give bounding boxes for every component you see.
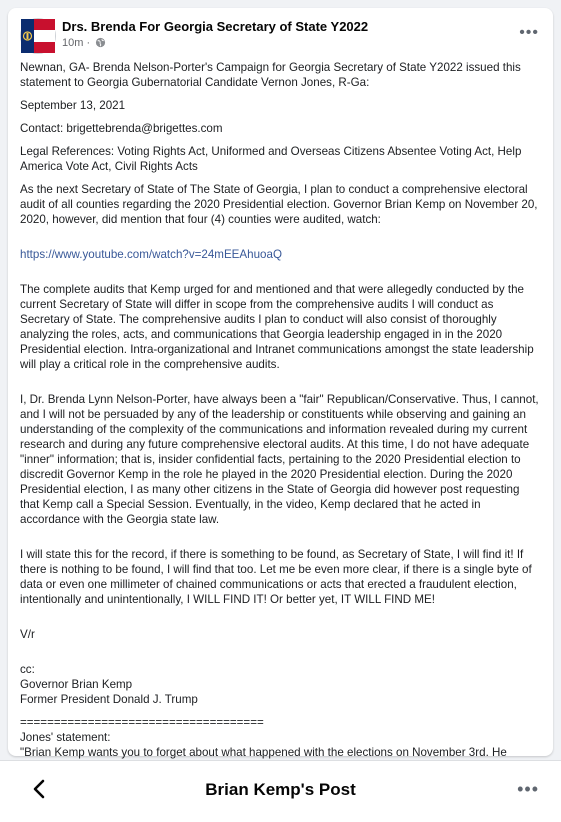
post-paragraph-4: I will state this for the record, if there is something to be found, as Secretary of State, I will find it! If there is nothing to be found, I will find that too. Let me be even more clear, if there is a single byte of data or even one millimeter of chained communications or acts that erected a fraudulent election, intentionally and unintentionally, I WILL FIND IT! Or better yet, IT WILL FIND ME!: [20, 548, 532, 606]
post-divider: ====================================: [20, 716, 264, 729]
post-cc-recipient-1: Governor Brian Kemp: [20, 678, 133, 691]
jones-statement-label: Jones' statement:: [20, 731, 111, 744]
bottom-navigation-bar: [0, 760, 561, 822]
youtube-link[interactable]: https://www.youtube.com/watch?v=24mEEAhuoaQ: [20, 248, 282, 261]
post-date: September 13, 2021: [20, 99, 126, 112]
post-intro: Newnan, GA- Brenda Nelson-Porter's Campaign for Georgia Secretary of State Y2022 issued this statement to Georgia Gubernatorial Candidate Vernon Jones, R-Ga:: [20, 61, 521, 89]
post-contact: Contact: brigettebrenda@brigettes.com: [20, 122, 223, 135]
bottom-more-button[interactable]: [517, 779, 539, 800]
post-legal: Legal References: Voting Rights Act, Uniformed and Overseas Citizens Absentee Voting Act, Help America Vote Act, Civil Rights Acts: [20, 145, 522, 173]
more-horizontal-icon: •••: [519, 24, 539, 41]
jones-statement-quote: "Brian Kemp wants you to forget about what happened with the elections on November 3rd. He: [20, 746, 507, 759]
post-timestamp[interactable]: 10m ·: [62, 37, 91, 49]
more-horizontal-icon: •••: [517, 779, 539, 799]
post-paragraph-1: As the next Secretary of State of The State of Georgia, I plan to conduct a comprehensive electoral audit of all counties regarding the 2020 Presidential election. Governor Brian Kemp on November 20, 2020, however, did mention that four (4) counties were audited, watch:: [20, 183, 538, 226]
post-header: [8, 8, 553, 54]
post-view-title: Brian Kemp's Post: [205, 780, 356, 799]
post-cc-recipient-2: Former President Donald J. Trump: [20, 693, 198, 706]
post-body: [8, 54, 553, 790]
post-meta: [62, 37, 106, 51]
post-card: [8, 8, 553, 759]
avatar[interactable]: [20, 18, 56, 54]
globe-icon: [95, 37, 106, 51]
post-cc-label: cc:: [20, 663, 35, 676]
post-options-button[interactable]: [519, 24, 539, 42]
post-signoff: V/r: [20, 628, 35, 641]
georgia-flag-icon: [21, 19, 55, 53]
page-name[interactable]: Drs. Brenda For Georgia Secretary of State Y2022: [62, 19, 369, 34]
post-paragraph-2: The complete audits that Kemp urged for and mentioned and that were allegedly conducted by the current Secretary of State will differ in scope from the comprehensive audits I will conduct as Secretary of State. The comprehensive audits I plan to conduct will also consist of thoroughly analyzing the roles, acts, and communications that Georgia leadership engaged in in the 2020 Presidential election. Intra-organizational and Intranet communications amongst the state leadership will play a critical role in the comprehensive audits.: [20, 283, 534, 371]
post-paragraph-3: I, Dr. Brenda Lynn Nelson-Porter, have always been a "fair" Republican/Conservative. Thus, I cannot, and I will not be persuaded by any of the leadership or constituents while observing and gaining an understanding of the complexity of the communications and information revealed during my current research and during any future comprehensive electoral audits. At this time, I do not have adequate "inner" information; that is, insider confidential facts, pertaining to the 2020 Presidential election to discredit Governor Kemp in the role he played in the 2020 Presidential election. During the 2020 Presidential election, I as many other citizens in the State of Georgia did however post requesting that Kemp call a Special Session. Eventually, in the video, Kemp declared that he acted in accordance with the Georgia state law.: [20, 393, 539, 526]
